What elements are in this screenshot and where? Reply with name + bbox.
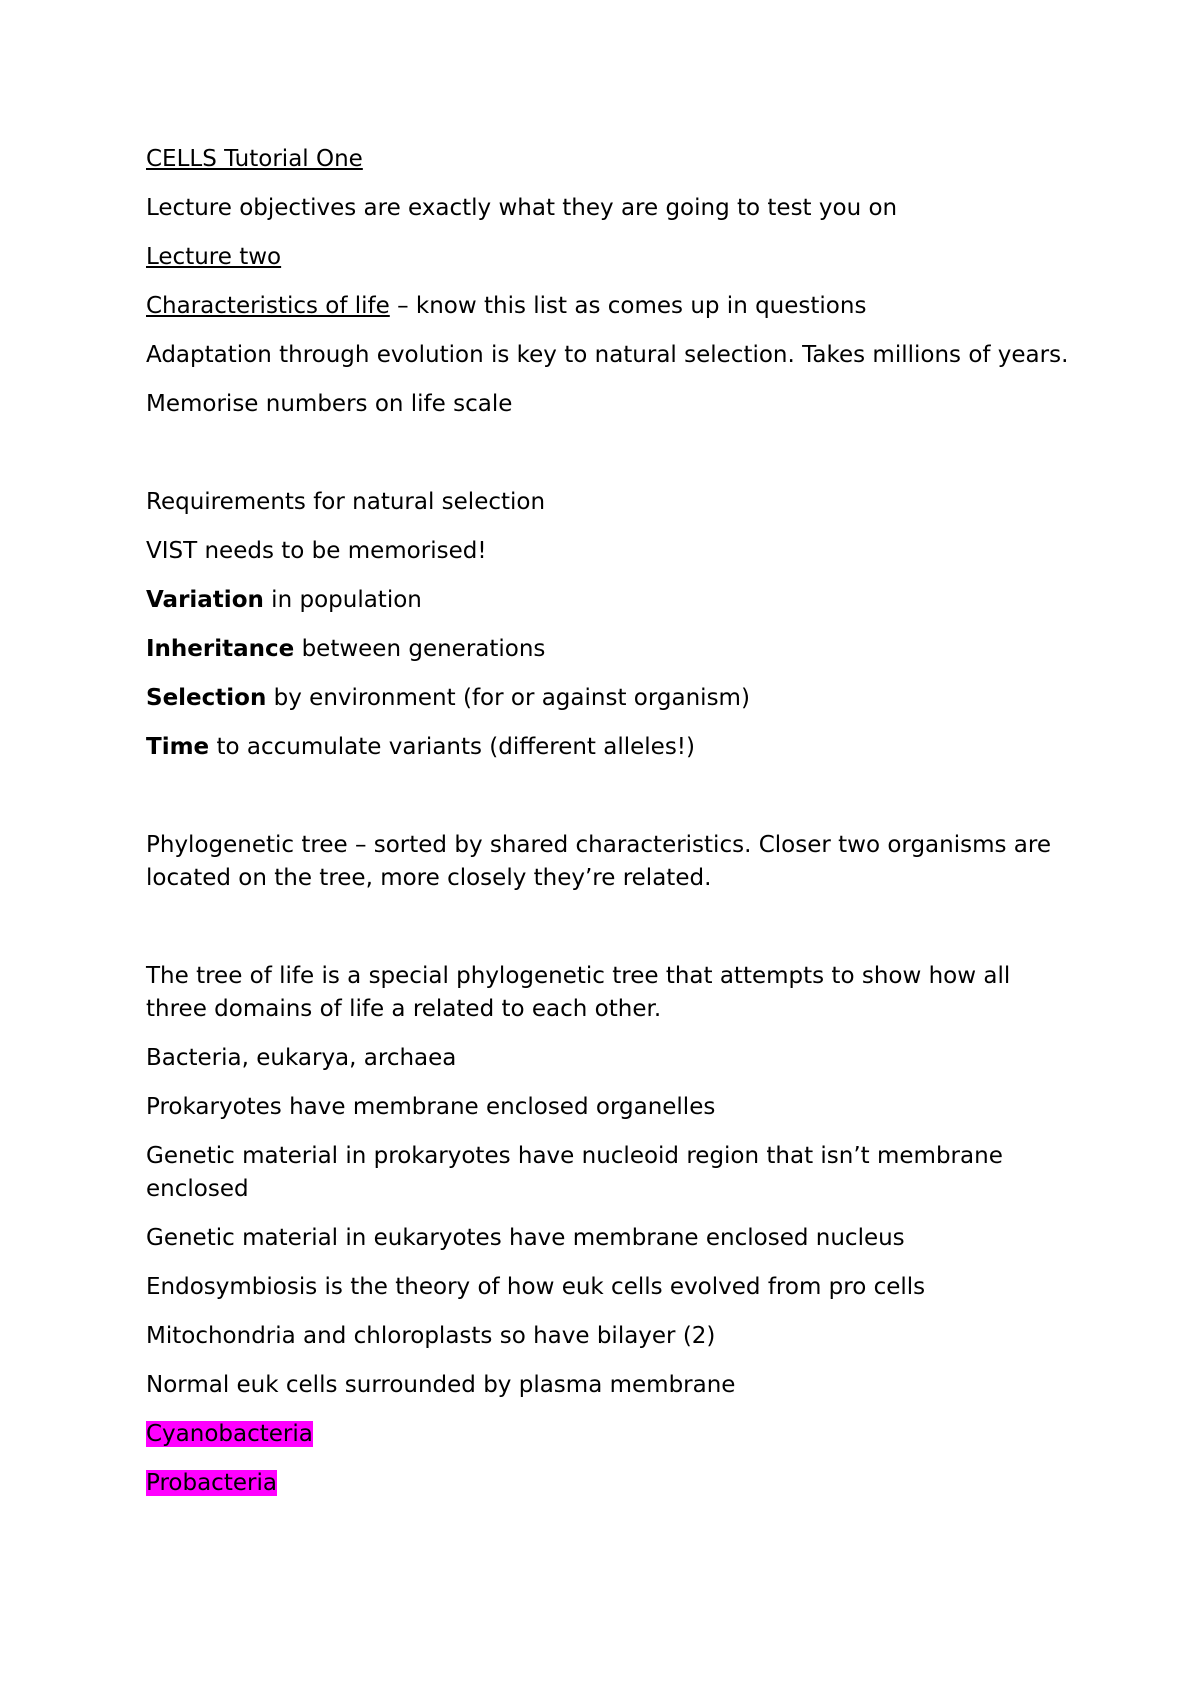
vist-item-inheritance <box>146 633 1076 666</box>
characteristics-line <box>146 290 1076 323</box>
vist-item-time <box>146 731 1076 764</box>
vist-description: to accumulate variants (different alleles!) <box>209 734 696 760</box>
domains-line: Bacteria, eukarya, archaea <box>146 1045 457 1071</box>
vist-term: Time <box>146 734 210 760</box>
vist-line: VIST needs to be memorised! <box>146 538 487 564</box>
tree-of-life-line: The tree of life is a special phylogenetic tree that attempts to show how all three domains of life a related to each other. <box>146 963 1011 1022</box>
blank-line <box>146 911 1076 960</box>
vist-term: Inheritance <box>146 636 295 662</box>
highlighted-text: Cyanobacteria <box>146 1421 313 1447</box>
memorise-line: Memorise numbers on life scale <box>146 391 513 417</box>
document-body <box>146 143 1076 1516</box>
vist-description: by environment (for or against organism) <box>266 685 750 711</box>
characteristics-note: – know this list as comes up in questions <box>389 293 867 319</box>
objectives-line: Lecture objectives are exactly what they are going to test you on <box>146 195 898 221</box>
vist-description: between generations <box>294 636 546 662</box>
vist-description: in population <box>263 587 422 613</box>
vist-term: Variation <box>146 587 264 613</box>
genetic-prokaryotes-line: Genetic material in prokaryotes have nucleoid region that isn’t membrane enclosed <box>146 1143 1003 1202</box>
highlight-line-cyanobacteria <box>146 1418 1076 1451</box>
genetic-eukaryotes-line: Genetic material in eukaryotes have membrane enclosed nucleus <box>146 1225 905 1251</box>
vist-item-selection <box>146 682 1076 715</box>
highlighted-text: Probacteria <box>146 1470 277 1496</box>
vist-term: Selection <box>146 685 267 711</box>
vist-item-variation <box>146 584 1076 617</box>
blank-line <box>146 437 1076 486</box>
prokaryotes-line: Prokaryotes have membrane enclosed organelles <box>146 1094 716 1120</box>
phylogenetic-line: Phylogenetic tree – sorted by shared characteristics. Closer two organisms are located on the tree, more closely they’re related. <box>146 832 1051 891</box>
adaptation-line: Adaptation through evolution is key to natural selection. Takes millions of years. <box>146 342 1069 368</box>
highlight-line-probacteria <box>146 1467 1076 1500</box>
requirements-line: Requirements for natural selection <box>146 489 546 515</box>
section-heading-lecture-two: Lecture two <box>146 244 282 270</box>
document-title: CELLS Tutorial One <box>146 146 363 172</box>
blank-line <box>146 780 1076 829</box>
normal-euk-line: Normal euk cells surrounded by plasma membrane <box>146 1372 736 1398</box>
endosymbiosis-line: Endosymbiosis is the theory of how euk cells evolved from pro cells <box>146 1274 926 1300</box>
characteristics-heading: Characteristics of life <box>146 293 390 319</box>
mitochondria-line: Mitochondria and chloroplasts so have bilayer (2) <box>146 1323 716 1349</box>
